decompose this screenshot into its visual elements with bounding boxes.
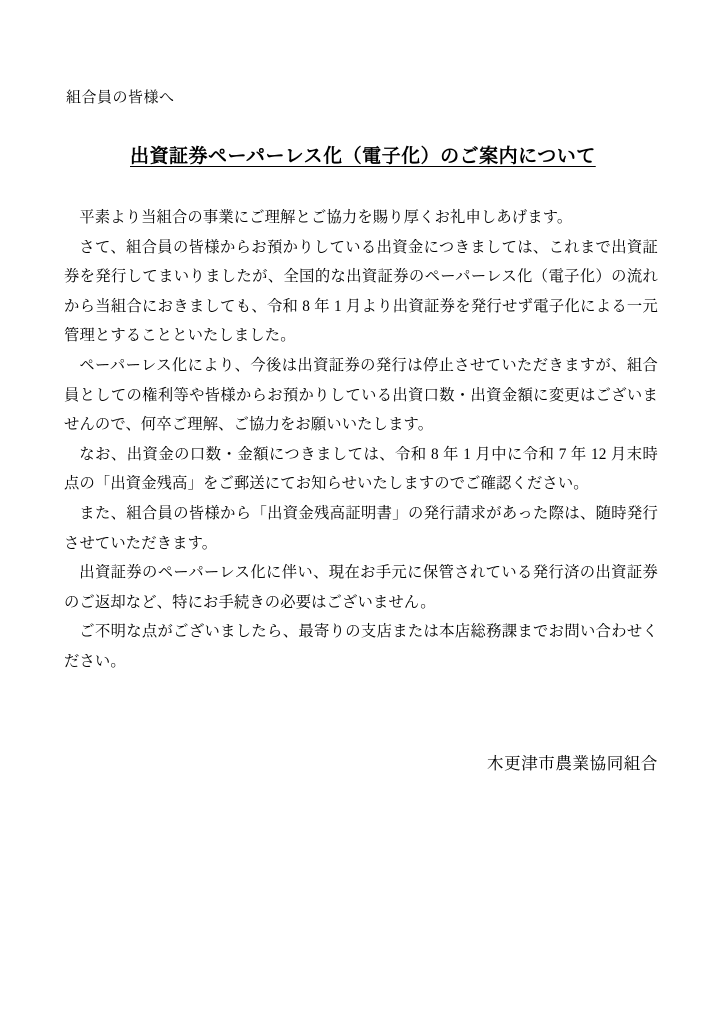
signature-organization: 木更津市農業協同組合 [487,754,658,773]
body-paragraph: 出資証券のペーパーレス化に伴い、現在お手元に保管されている発行済の出資証券のご返却など、特にお手続きの必要はございません。 [64,564,658,611]
body-paragraph: ご不明な点がございましたら、最寄りの支店または本店総務課までお問い合わせください。 [64,623,658,670]
addressee-line: 組合員の皆様へ [66,90,175,106]
body-paragraph: 平素より当組合の事業にご理解とご協力を賜り厚くお礼申しあげます。 [79,209,573,226]
document-body [64,203,658,677]
body-paragraph: ペーパーレス化により、今後は出資証券の発行は停止させていただきますが、組合員としての権利等や皆様からお預かりしている出資口数・出資金額に変更はございませんので、何卒ご理解、ご協力をお願いいたします。 [64,356,658,434]
body-paragraph: さて、組合員の皆様からお預かりしている出資金につきましては、これまで出資証券を発行してまいりましたが、全国的な出資証券のペーパーレス化（電子化）の流れから当組合におきましても、令和 8 年 1 月より出資証券を発行せず電子化による一元管理とすることといたしました。 [64,238,658,345]
body-paragraph: なお、出資金の口数・金額につきましては、令和 8 年 1 月中に令和 7 年 12 月末時点の「出資金残高」をご郵送にてお知らせいたしますのでご確認ください。 [64,445,658,493]
document-title: 出資証券ペーパーレス化（電子化）のご案内について [130,146,596,167]
body-paragraph: また、組合員の皆様から「出資金残高証明書」の発行請求があった際は、随時発行させていただきます。 [64,504,658,552]
